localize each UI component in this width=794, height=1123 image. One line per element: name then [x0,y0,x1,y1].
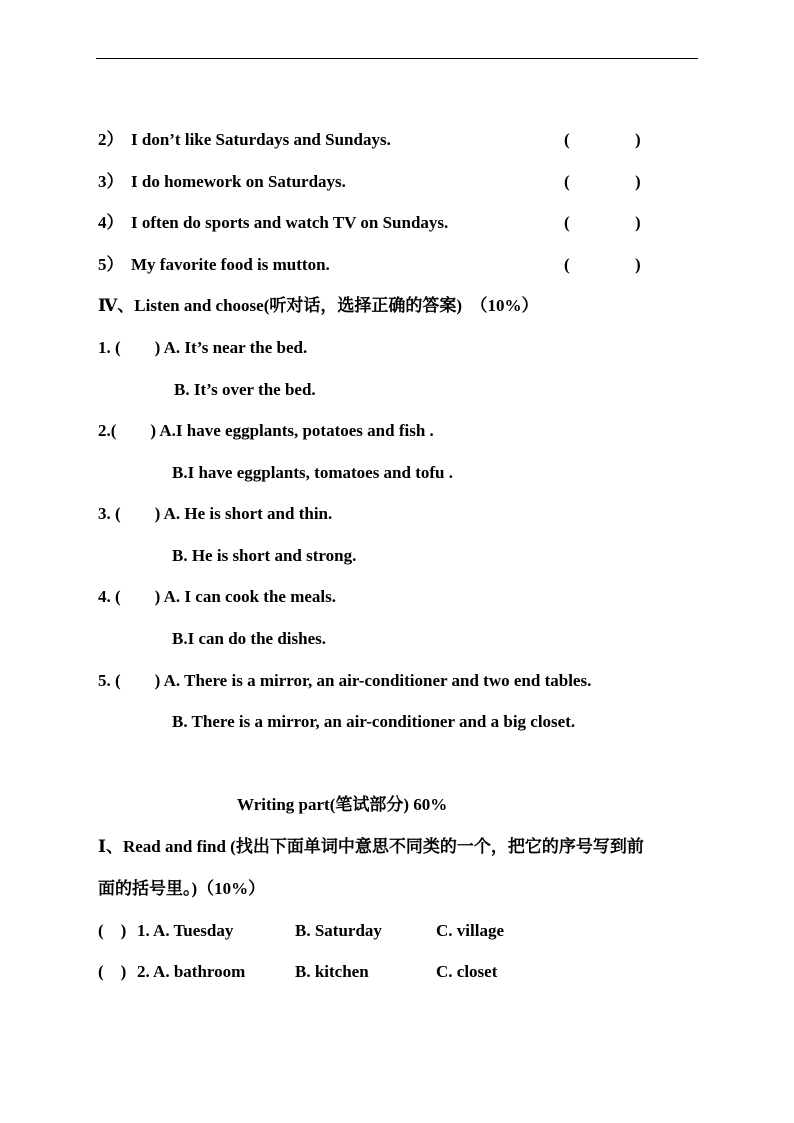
answer-paren[interactable]: ( ) [98,962,127,981]
question-option-a: 5. ( ) A. There is a mirror, an air-conditioner and two end tables. [98,671,592,690]
tf-item-number: 4） [98,213,124,232]
header-rule [96,58,698,59]
answer-paren-close: ) [635,172,641,191]
answer-paren[interactable]: ( ) [98,921,127,940]
question-option-a: 2.( ) A.I have eggplants, potatoes and fish . [98,421,434,440]
answer-paren-close: ) [635,130,641,149]
question-option-a: 3. ( ) A. He is short and thin. [98,504,333,523]
question-option-b: B.I can do the dishes. [172,629,326,648]
tf-item-text: I often do sports and watch TV on Sundays. [131,213,449,232]
answer-paren-open[interactable]: ( [564,172,570,191]
answer-paren-open[interactable]: ( [564,255,570,274]
choice-c: C. village [436,921,504,940]
tf-item-number: 5） [98,255,124,274]
choice-b: B. kitchen [295,962,369,981]
question-option-b: B. There is a mirror, an air-conditioner and a big closet. [172,712,576,731]
question-option-a: 1. ( ) A. It’s near the bed. [98,338,308,357]
answer-paren-close: ) [635,255,641,274]
choice-b: B. Saturday [295,921,382,940]
tf-item-text: I do homework on Saturdays. [131,172,346,191]
choice-a: 2. A. bathroom [137,962,246,981]
answer-paren-open[interactable]: ( [564,130,570,149]
section-heading-read-find: Ⅰ、Read and find (找出下面单词中意思不同类的一个，把它的序号写到前 [98,837,644,856]
question-option-b: B. It’s over the bed. [174,380,316,399]
answer-paren-close: ) [635,213,641,232]
question-option-b: B.I have eggplants, tomatoes and tofu . [172,463,453,482]
tf-item-text: I don’t like Saturdays and Sundays. [131,130,391,149]
question-option-b: B. He is short and strong. [172,546,357,565]
question-option-a: 4. ( ) A. I can cook the meals. [98,587,336,606]
section-heading-read-find-cont: 面的括号里。)（10%） [98,879,266,898]
choice-c: C. closet [436,962,498,981]
choice-a: 1. A. Tuesday [137,921,234,940]
tf-item-number: 2） [98,130,124,149]
writing-part-title: Writing part(笔试部分) 60% [237,795,448,814]
tf-item-number: 3） [98,172,124,191]
section-heading-listen-choose: Ⅳ、Listen and choose(听对话，选择正确的答案) （10%） [98,296,539,315]
answer-paren-open[interactable]: ( [564,213,570,232]
tf-item-text: My favorite food is mutton. [131,255,330,274]
